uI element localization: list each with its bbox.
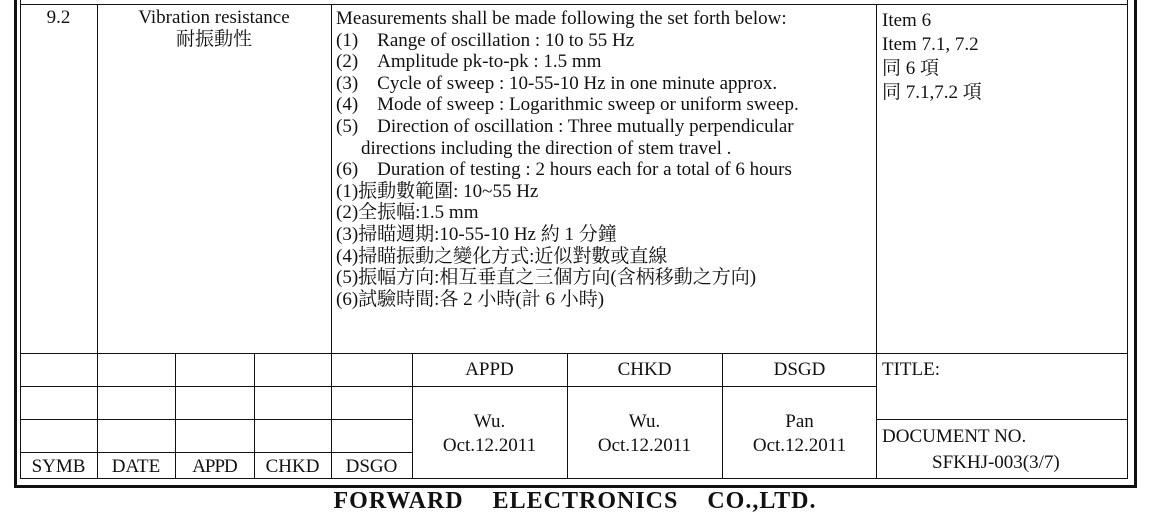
spec-items bbox=[882, 9, 982, 105]
item-ref: 同 6 項 bbox=[882, 58, 940, 79]
procedure-line: (4) Mode of sweep : Logarithmic sweep or uniform sweep. bbox=[336, 94, 799, 116]
approval-label-dsgd: DSGD bbox=[773, 359, 826, 380]
procedure-line-zh: (3)掃瞄週期:10-55-10 Hz 約 1 分鐘 bbox=[336, 223, 617, 245]
approval-label-chkd: CHKD bbox=[617, 359, 672, 380]
approval-date-appd: Oct.12.2011 bbox=[442, 435, 537, 456]
procedure-line-zh: (1)振動數範圍: 10~55 Hz bbox=[336, 180, 539, 202]
rev-row-line-2 bbox=[20, 419, 412, 420]
rev-row-line-3 bbox=[20, 452, 412, 453]
approval-label-appd: APPD bbox=[465, 359, 514, 380]
top-rule bbox=[20, 4, 1128, 5]
rev-header-symb: SYMB bbox=[31, 456, 86, 477]
spec-title-en: Vibration resistance bbox=[138, 7, 290, 28]
procedure-line: (1) Range of oscillation : 10 to 55 Hz bbox=[336, 29, 635, 51]
spec-title-zh: 耐振動性 bbox=[175, 29, 252, 50]
procedure-line: (2) Amplitude pk-to-pk : 1.5 mm bbox=[336, 51, 602, 73]
frame-inner-left bbox=[20, 0, 21, 479]
rev-header-appd: APPD bbox=[192, 456, 237, 477]
rev-header-chkd: CHKD bbox=[265, 456, 320, 477]
frame-left bbox=[14, 0, 17, 488]
rev-row-line-1 bbox=[20, 386, 412, 387]
col-line-2 bbox=[331, 4, 332, 479]
item-ref: 同 7.1,7.2 項 bbox=[882, 82, 982, 103]
frame-inner-right bbox=[1127, 0, 1128, 479]
spec-procedure bbox=[336, 8, 799, 310]
rev-header-date: DATE bbox=[111, 456, 161, 477]
procedure-line-zh: (4)掃瞄振動之變化方式:近似對數或直線 bbox=[336, 245, 668, 267]
procedure-line-zh: (2)全振幅:1.5 mm bbox=[336, 202, 479, 224]
document-no-value: SFKHJ-003(3/7) bbox=[932, 452, 1060, 473]
bottom-block-top bbox=[20, 353, 1128, 354]
title-block-divider bbox=[876, 419, 1128, 420]
col-line-3 bbox=[876, 4, 877, 479]
approval-date-chkd: Oct.12.2011 bbox=[597, 435, 692, 456]
procedure-line: Measurements shall be made following the set forth below: bbox=[336, 8, 787, 29]
title-label: TITLE: bbox=[882, 359, 941, 380]
approval-name-appd: Wu. bbox=[473, 411, 506, 432]
spec-number: 9.2 bbox=[46, 7, 71, 28]
approval-name-chkd: Wu. bbox=[628, 411, 661, 432]
approval-header-line bbox=[412, 386, 877, 387]
frame-right bbox=[1134, 0, 1137, 488]
procedure-line: (6) Duration of testing : 2 hours each for a total of 6 hours bbox=[336, 159, 792, 181]
procedure-line: (5) Direction of oscillation : Three mutually perpendicular bbox=[336, 115, 794, 137]
col-line-1 bbox=[97, 4, 98, 479]
procedure-line-zh: (6)試驗時間:各 2 小時(計 6 小時) bbox=[336, 288, 605, 310]
document-no-label: DOCUMENT NO. bbox=[882, 426, 1027, 447]
item-ref: Item 6 bbox=[882, 10, 932, 31]
approval-name-dsgd: Pan bbox=[785, 411, 814, 432]
rev-header-dsgo: DSGO bbox=[345, 456, 398, 477]
company-name: FORWARD ELECTRONICS CO.,LTD. bbox=[333, 488, 817, 514]
approval-date-dsgd: Oct.12.2011 bbox=[752, 435, 847, 456]
frame-inner-bottom bbox=[20, 478, 1128, 479]
procedure-line-zh: (5)振幅方向:相互垂直之三個方向(含柄移動之方向) bbox=[336, 267, 757, 289]
item-ref: Item 7.1, 7.2 bbox=[882, 34, 979, 55]
procedure-line: (3) Cycle of sweep : 10-55-10 Hz in one minute approx. bbox=[336, 72, 778, 94]
procedure-line: directions including the direction of stem travel . bbox=[361, 137, 732, 159]
